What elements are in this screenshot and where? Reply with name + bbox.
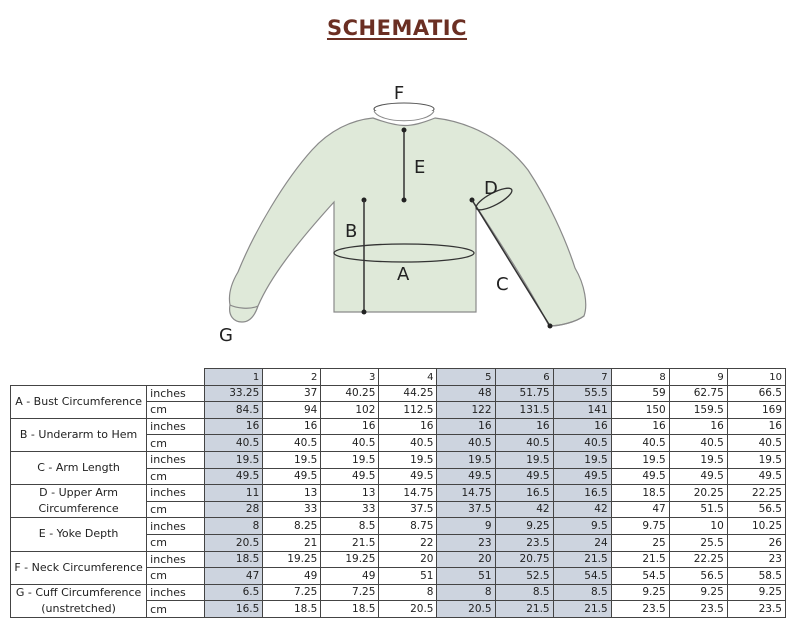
- label-b: B: [345, 221, 358, 242]
- value-cell: 33.25: [205, 385, 263, 402]
- label-d: D: [484, 178, 498, 199]
- value-cell: 21.5: [553, 601, 611, 618]
- unit-label-inches: inches: [147, 518, 205, 535]
- value-cell: 19.5: [495, 451, 553, 468]
- measurement-label: B - Underarm to Hem: [11, 418, 147, 451]
- measurement-label: G - Cuff Circumference (unstretched): [11, 584, 147, 617]
- value-cell: 49.5: [263, 468, 321, 485]
- collar-shape: [374, 111, 434, 121]
- value-cell: 94: [263, 402, 321, 419]
- value-cell: 49.5: [495, 468, 553, 485]
- value-cell: 54.5: [611, 568, 669, 585]
- label-g: G: [219, 325, 233, 346]
- value-cell: 51.5: [669, 501, 727, 518]
- value-cell: 23.5: [727, 601, 785, 618]
- label-a: A: [397, 264, 410, 285]
- value-cell: 102: [321, 402, 379, 419]
- table-row: [11, 385, 786, 402]
- table-row: [11, 418, 786, 435]
- size-header-10: 10: [727, 369, 785, 386]
- value-cell: 21.5: [553, 551, 611, 568]
- value-cell: 18.5: [611, 485, 669, 502]
- size-header-7: 7: [553, 369, 611, 386]
- value-cell: 51.75: [495, 385, 553, 402]
- header-blank: [147, 369, 205, 386]
- value-cell: 19.5: [263, 451, 321, 468]
- unit-label-cm: cm: [147, 534, 205, 551]
- value-cell: 40.5: [669, 435, 727, 452]
- value-cell: 58.5: [727, 568, 785, 585]
- value-cell: 141: [553, 402, 611, 419]
- value-cell: 20: [437, 551, 495, 568]
- value-cell: 16: [611, 418, 669, 435]
- value-cell: 40.5: [205, 435, 263, 452]
- value-cell: 131.5: [495, 402, 553, 419]
- value-cell: 21.5: [321, 534, 379, 551]
- unit-label-inches: inches: [147, 385, 205, 402]
- yoke-depth-point-top: [402, 128, 407, 133]
- unit-label-cm: cm: [147, 402, 205, 419]
- value-cell: 8.5: [321, 518, 379, 535]
- value-cell: 8: [379, 584, 437, 601]
- size-header-3: 3: [321, 369, 379, 386]
- value-cell: 40.25: [321, 385, 379, 402]
- sweater-body-shape: [229, 118, 585, 326]
- value-cell: 25: [611, 534, 669, 551]
- value-cell: 22.25: [669, 551, 727, 568]
- value-cell: 9.25: [495, 518, 553, 535]
- value-cell: 10.25: [727, 518, 785, 535]
- unit-label-cm: cm: [147, 601, 205, 618]
- value-cell: 23: [437, 534, 495, 551]
- value-cell: 8.75: [379, 518, 437, 535]
- measurement-label: A - Bust Circumference: [11, 385, 147, 418]
- size-header-8: 8: [611, 369, 669, 386]
- value-cell: 19.5: [553, 451, 611, 468]
- value-cell: 21.5: [495, 601, 553, 618]
- value-cell: 26: [727, 534, 785, 551]
- value-cell: 8.5: [495, 584, 553, 601]
- unit-label-inches: inches: [147, 551, 205, 568]
- value-cell: 49.5: [437, 468, 495, 485]
- value-cell: 40.5: [263, 435, 321, 452]
- value-cell: 51: [379, 568, 437, 585]
- value-cell: 8: [205, 518, 263, 535]
- value-cell: 19.25: [321, 551, 379, 568]
- size-header-row: [11, 369, 786, 386]
- value-cell: 22: [379, 534, 437, 551]
- value-cell: 56.5: [669, 568, 727, 585]
- value-cell: 24: [553, 534, 611, 551]
- value-cell: 19.5: [379, 451, 437, 468]
- value-cell: 16: [727, 418, 785, 435]
- value-cell: 25.5: [669, 534, 727, 551]
- arm-length-point-bottom: [548, 324, 553, 329]
- value-cell: 37.5: [437, 501, 495, 518]
- value-cell: 23.5: [611, 601, 669, 618]
- value-cell: 66.5: [727, 385, 785, 402]
- value-cell: 21.5: [611, 551, 669, 568]
- value-cell: 40.5: [727, 435, 785, 452]
- value-cell: 49.5: [321, 468, 379, 485]
- unit-label-inches: inches: [147, 418, 205, 435]
- value-cell: 40.5: [379, 435, 437, 452]
- value-cell: 54.5: [553, 568, 611, 585]
- value-cell: 10: [669, 518, 727, 535]
- value-cell: 8.25: [263, 518, 321, 535]
- value-cell: 18.5: [321, 601, 379, 618]
- value-cell: 19.5: [321, 451, 379, 468]
- value-cell: 40.5: [495, 435, 553, 452]
- value-cell: 20.5: [205, 534, 263, 551]
- size-table: [10, 368, 786, 618]
- schematic-title: SCHEMATIC: [326, 16, 468, 40]
- measurement-label: E - Yoke Depth: [11, 518, 147, 551]
- value-cell: 13: [321, 485, 379, 502]
- value-cell: 49.5: [553, 468, 611, 485]
- table-row: [11, 518, 786, 535]
- value-cell: 23.5: [495, 534, 553, 551]
- value-cell: 51: [437, 568, 495, 585]
- value-cell: 16: [495, 418, 553, 435]
- yoke-depth-point-bottom: [402, 198, 407, 203]
- value-cell: 52.5: [495, 568, 553, 585]
- value-cell: 23: [727, 551, 785, 568]
- value-cell: 49: [321, 568, 379, 585]
- value-cell: 21: [263, 534, 321, 551]
- value-cell: 40.5: [553, 435, 611, 452]
- value-cell: 9.25: [611, 584, 669, 601]
- value-cell: 9.25: [669, 584, 727, 601]
- value-cell: 19.5: [611, 451, 669, 468]
- value-cell: 16.5: [495, 485, 553, 502]
- value-cell: 7.25: [263, 584, 321, 601]
- unit-label-inches: inches: [147, 485, 205, 502]
- value-cell: 19.5: [437, 451, 495, 468]
- table-row: [11, 451, 786, 468]
- value-cell: 20.5: [437, 601, 495, 618]
- value-cell: 16: [669, 418, 727, 435]
- value-cell: 16: [263, 418, 321, 435]
- value-cell: 28: [205, 501, 263, 518]
- value-cell: 7.25: [321, 584, 379, 601]
- table-row: [11, 584, 786, 601]
- value-cell: 49.5: [727, 468, 785, 485]
- size-header-6: 6: [495, 369, 553, 386]
- value-cell: 18.5: [263, 601, 321, 618]
- value-cell: 14.75: [379, 485, 437, 502]
- value-cell: 19.25: [263, 551, 321, 568]
- value-cell: 20.25: [669, 485, 727, 502]
- value-cell: 59: [611, 385, 669, 402]
- size-header-2: 2: [263, 369, 321, 386]
- value-cell: 33: [321, 501, 379, 518]
- value-cell: 56.5: [727, 501, 785, 518]
- value-cell: 18.5: [205, 551, 263, 568]
- value-cell: 62.75: [669, 385, 727, 402]
- value-cell: 37: [263, 385, 321, 402]
- value-cell: 19.5: [205, 451, 263, 468]
- value-cell: 19.5: [669, 451, 727, 468]
- value-cell: 23.5: [669, 601, 727, 618]
- value-cell: 14.75: [437, 485, 495, 502]
- value-cell: 47: [205, 568, 263, 585]
- value-cell: 159.5: [669, 402, 727, 419]
- value-cell: 16: [205, 418, 263, 435]
- value-cell: 16: [553, 418, 611, 435]
- value-cell: 169: [727, 402, 785, 419]
- value-cell: 16: [437, 418, 495, 435]
- value-cell: 20.5: [379, 601, 437, 618]
- value-cell: 19.5: [727, 451, 785, 468]
- value-cell: 40.5: [611, 435, 669, 452]
- size-header-9: 9: [669, 369, 727, 386]
- value-cell: 37.5: [379, 501, 437, 518]
- label-c: C: [496, 274, 509, 295]
- value-cell: 55.5: [553, 385, 611, 402]
- measurement-label: F - Neck Circumference: [11, 551, 147, 584]
- header-blank: [11, 369, 147, 386]
- label-e: E: [414, 157, 426, 178]
- value-cell: 9.75: [611, 518, 669, 535]
- table-row: [11, 485, 786, 502]
- value-cell: 40.5: [321, 435, 379, 452]
- value-cell: 44.25: [379, 385, 437, 402]
- value-cell: 13: [263, 485, 321, 502]
- unit-label-cm: cm: [147, 568, 205, 585]
- value-cell: 40.5: [437, 435, 495, 452]
- value-cell: 8: [437, 584, 495, 601]
- value-cell: 49.5: [611, 468, 669, 485]
- value-cell: 42: [495, 501, 553, 518]
- value-cell: 20.75: [495, 551, 553, 568]
- unit-label-cm: cm: [147, 501, 205, 518]
- value-cell: 47: [611, 501, 669, 518]
- value-cell: 49: [263, 568, 321, 585]
- size-header-1: 1: [205, 369, 263, 386]
- size-header-5: 5: [437, 369, 495, 386]
- size-header-4: 4: [379, 369, 437, 386]
- value-cell: 9: [437, 518, 495, 535]
- measurement-label: C - Arm Length: [11, 451, 147, 484]
- value-cell: 42: [553, 501, 611, 518]
- unit-label-cm: cm: [147, 435, 205, 452]
- unit-label-cm: cm: [147, 468, 205, 485]
- underarm-to-hem-point-bottom: [362, 310, 367, 315]
- value-cell: 150: [611, 402, 669, 419]
- value-cell: 16: [321, 418, 379, 435]
- value-cell: 16.5: [553, 485, 611, 502]
- value-cell: 20: [379, 551, 437, 568]
- value-cell: 122: [437, 402, 495, 419]
- value-cell: 8.5: [553, 584, 611, 601]
- value-cell: 9.25: [727, 584, 785, 601]
- value-cell: 22.25: [727, 485, 785, 502]
- value-cell: 49.5: [205, 468, 263, 485]
- label-f: F: [393, 83, 405, 104]
- value-cell: 9.5: [553, 518, 611, 535]
- value-cell: 16: [379, 418, 437, 435]
- unit-label-inches: inches: [147, 451, 205, 468]
- value-cell: 49.5: [669, 468, 727, 485]
- measurement-label: D - Upper Arm Circumference: [11, 485, 147, 518]
- value-cell: 48: [437, 385, 495, 402]
- value-cell: 33: [263, 501, 321, 518]
- value-cell: 84.5: [205, 402, 263, 419]
- value-cell: 49.5: [379, 468, 437, 485]
- value-cell: 6.5: [205, 584, 263, 601]
- table-row: [11, 551, 786, 568]
- value-cell: 112.5: [379, 402, 437, 419]
- value-cell: 16.5: [205, 601, 263, 618]
- unit-label-inches: inches: [147, 584, 205, 601]
- value-cell: 11: [205, 485, 263, 502]
